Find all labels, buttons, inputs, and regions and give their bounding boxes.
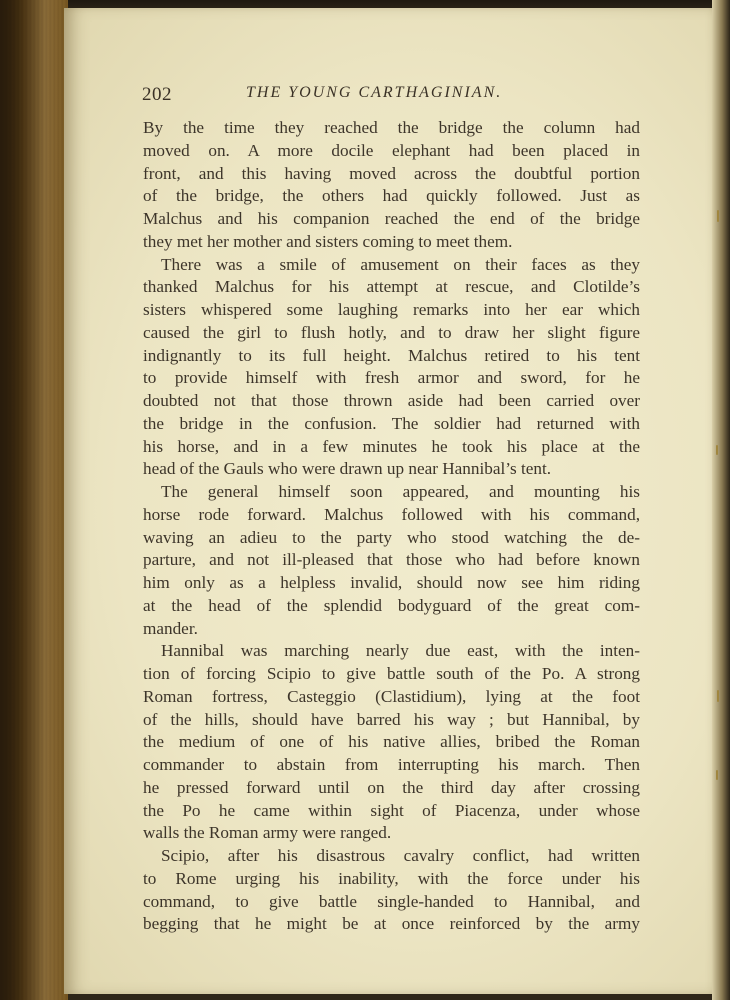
text-line: moved on. A more docile elephant had been placed in	[143, 140, 640, 160]
margin-mark	[716, 445, 718, 455]
running-title: THE YOUNG CARTHAGINIAN.	[246, 84, 503, 101]
text-line: begging that he might be at once reinforced by the army	[143, 914, 640, 934]
text-line: tion of forcing Scipio to give battle south of the Po. A strong	[143, 664, 640, 683]
text-line: command, to give battle single-handed to Hannibal, and	[143, 891, 640, 911]
text-line: he pressed forward until on the third day after crossing	[143, 777, 640, 797]
text-line: they met her mother and sisters coming to meet them.	[143, 231, 513, 251]
body-text	[143, 117, 640, 936]
margin-mark	[717, 210, 719, 222]
gilded-page-edges	[0, 0, 68, 1000]
paragraph	[143, 845, 640, 936]
text-line: the bridge in the confusion. The soldier had returned with	[143, 413, 640, 433]
page-header	[142, 84, 642, 108]
text-line: head of the Gauls who were drawn up near Hannibal’s tent.	[143, 459, 552, 479]
text-line: thanked Malchus for his attempt at rescue, and Clotilde’s	[143, 277, 640, 297]
text-line: indignantly to its full height. Malchus retired to his tent	[143, 345, 640, 365]
text-line: the medium of one of his native allies, bribed the Roman	[143, 732, 640, 752]
text-line: of the bridge, the others had quickly followed. Just as	[143, 186, 640, 206]
page-number: 202	[142, 84, 172, 105]
margin-mark	[717, 690, 719, 702]
paragraph	[143, 481, 640, 640]
paragraph	[143, 254, 640, 482]
text-line: of the hills, should have barred his way ; but Hannibal, by	[143, 709, 640, 729]
text-line: There was a smile of amusement on their faces as they	[161, 254, 640, 274]
text-line: caused the girl to flush hotly, and to draw her slight figure	[143, 322, 640, 342]
text-line: horse rode forward. Malchus followed with his command,	[143, 504, 640, 524]
text-line: Scipio, after his disastrous cavalry conflict, had written	[161, 846, 640, 865]
text-line: parture, and not ill-pleased that those who had before known	[143, 550, 640, 570]
text-line: walls the Roman army were ranged.	[143, 823, 392, 843]
text-line: Malchus and his companion reached the end of the bridge	[143, 209, 640, 228]
text-line: Hannibal was marching nearly due east, with the inten-	[161, 641, 640, 661]
text-line: at the head of the splendid bodyguard of the great com-	[143, 595, 640, 615]
text-line: to provide himself with fresh armor and sword, for he	[143, 368, 640, 388]
paragraph	[143, 117, 640, 254]
margin-mark	[716, 770, 718, 780]
text-line: front, and this having moved across the doubtful portion	[143, 163, 640, 183]
paragraph	[143, 640, 640, 845]
text-line: The general himself soon appeared, and mounting his	[161, 482, 640, 501]
text-line: to Rome urging his inability, with the force under his	[143, 868, 640, 888]
text-line: him only as a helpless invalid, should now see him riding	[143, 573, 640, 592]
text-line: his horse, and in a few minutes he took his place at the	[143, 436, 640, 456]
right-binding-edge	[712, 0, 730, 1000]
text-line: sisters whispered some laughing remarks into her ear which	[143, 300, 640, 319]
text-line: commander to abstain from interrupting his march. Then	[143, 755, 640, 774]
text-line: mander.	[143, 618, 198, 638]
text-line: Roman fortress, Casteggio (Clastidium), lying at the foot	[143, 686, 640, 706]
text-line: doubted not that those thrown aside had been carried over	[143, 391, 640, 410]
text-line: By the time they reached the bridge the column had	[143, 118, 640, 137]
text-line: the Po he came within sight of Piacenza, under whose	[143, 800, 640, 820]
text-line: waving an adieu to the party who stood watching the de-	[143, 527, 640, 547]
